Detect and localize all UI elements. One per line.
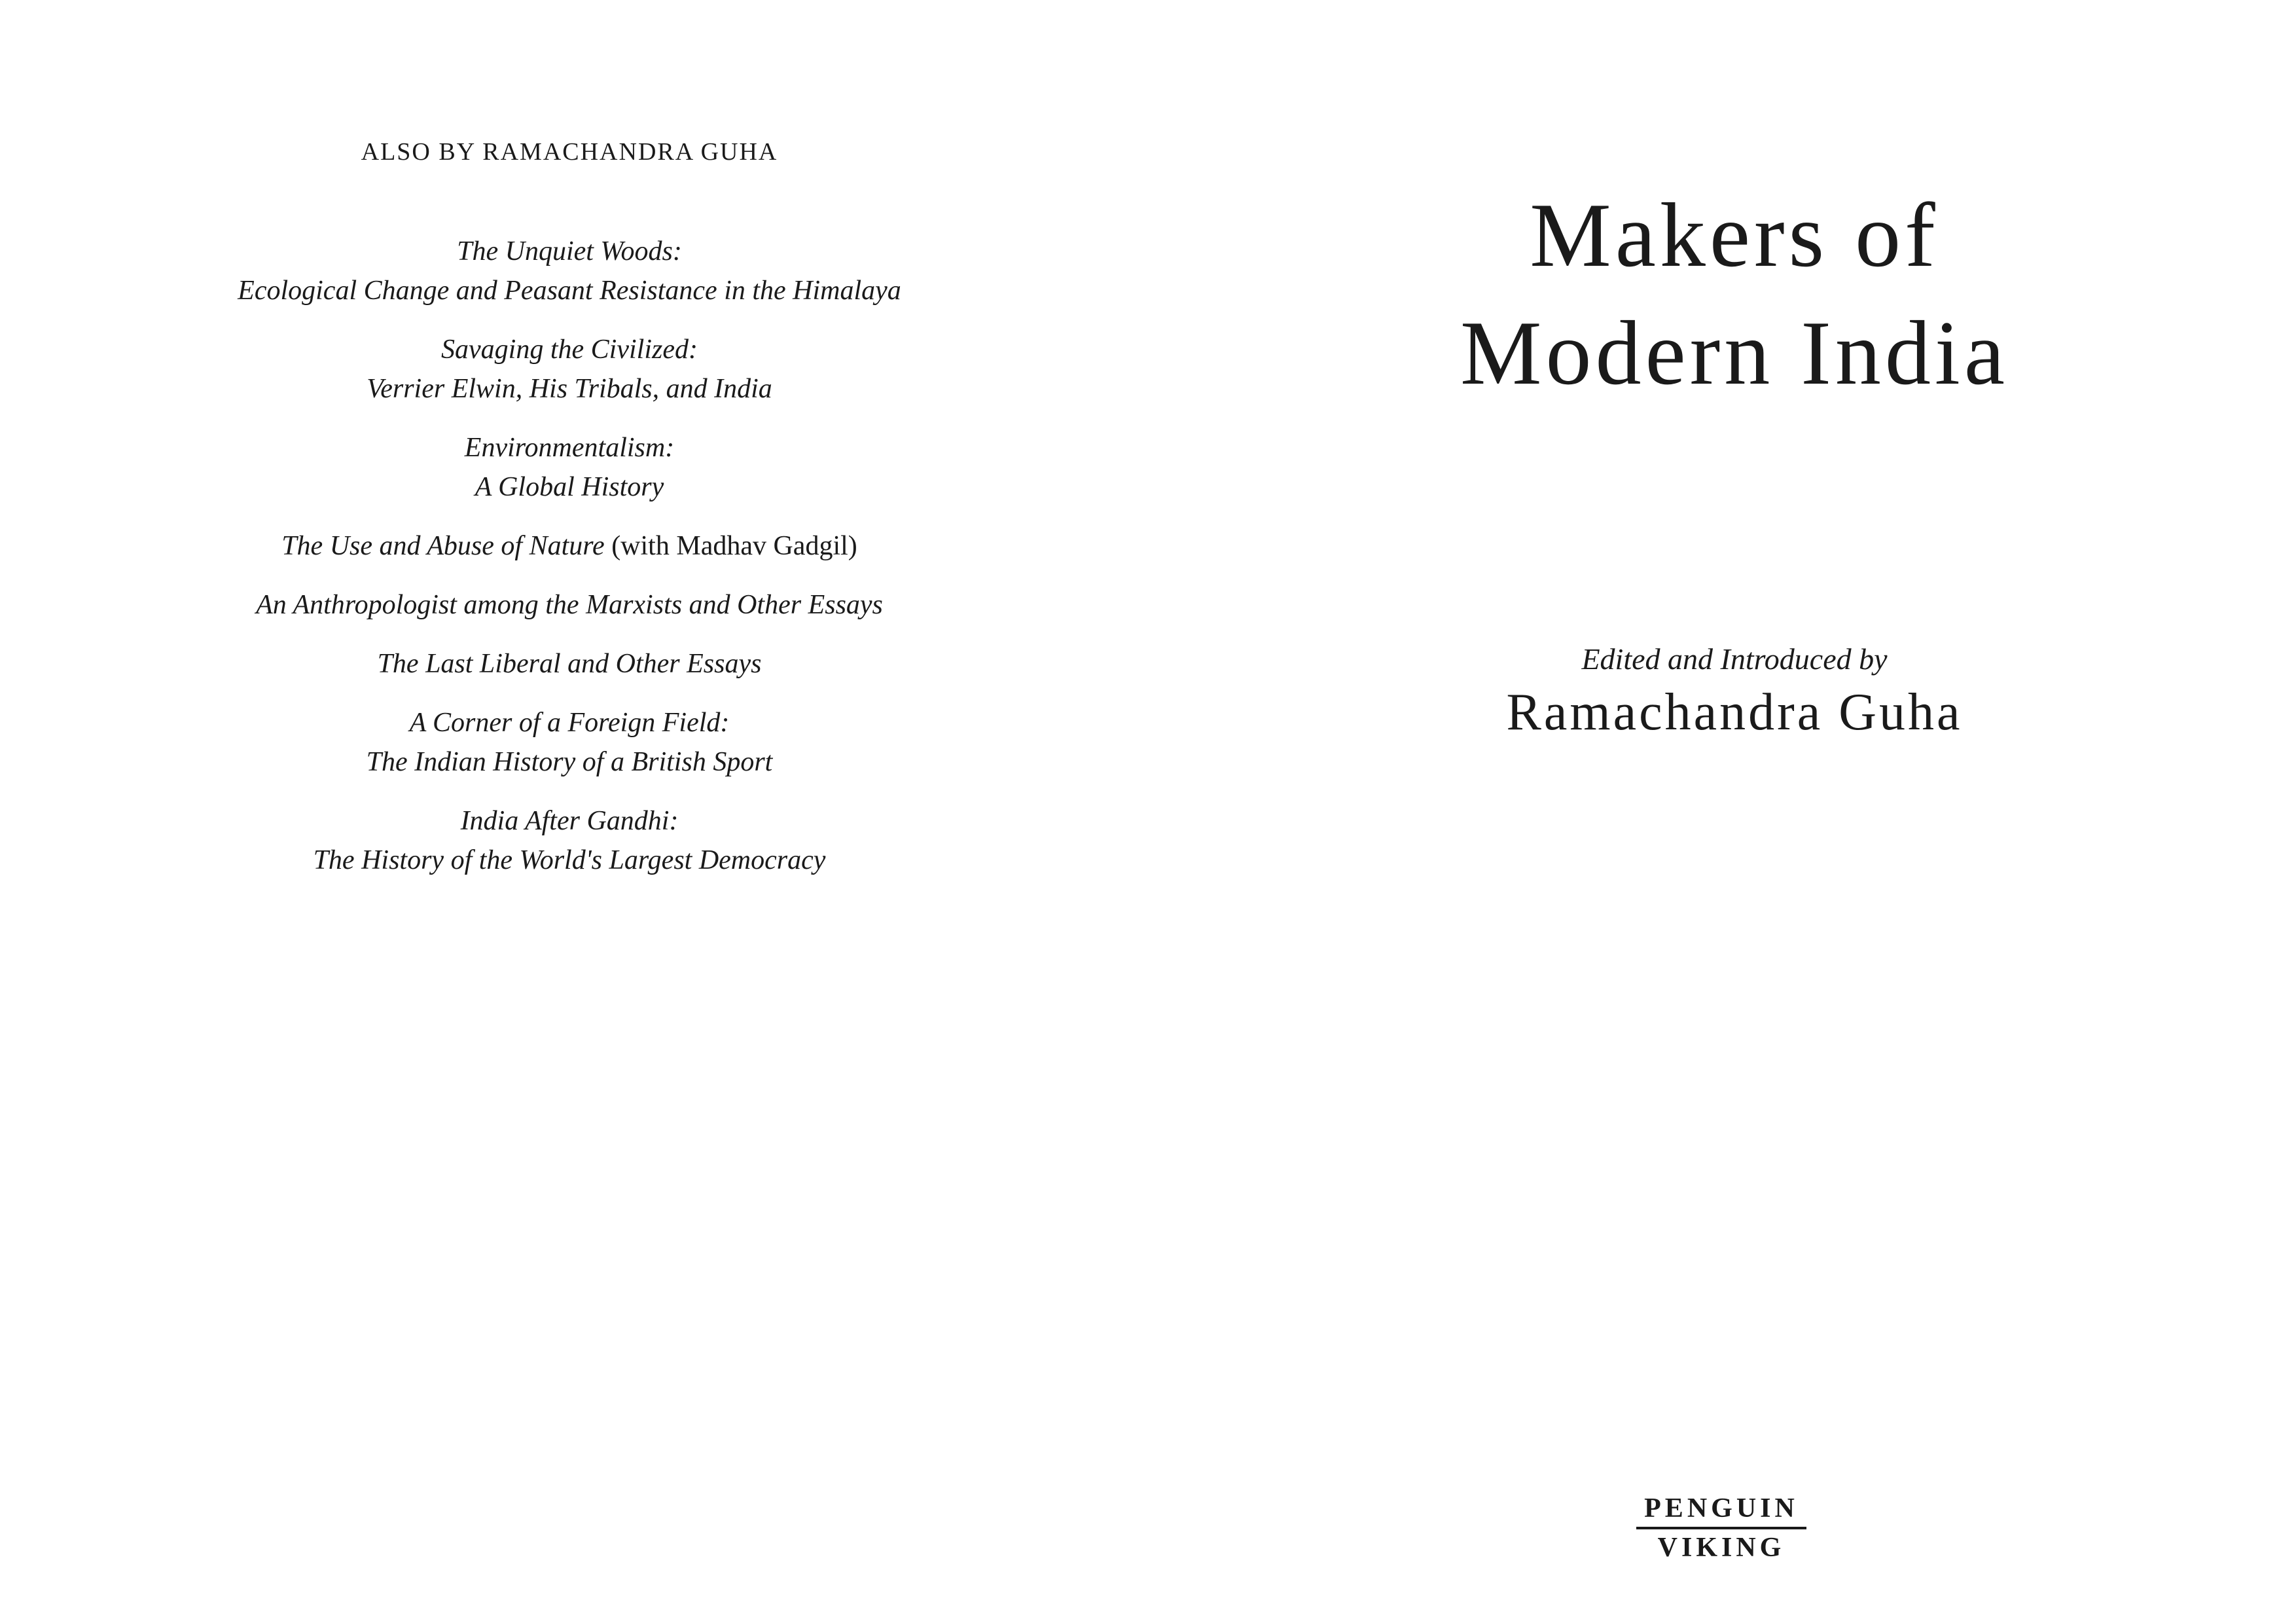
book-title: India After Gandhi: <box>460 806 679 836</box>
publisher-logo <box>1636 1493 1806 1563</box>
book-title: The Unquiet Woods: <box>457 236 682 266</box>
book-title-main <box>1342 177 2127 412</box>
book-title: The Use and Abuse of Nature <box>281 531 605 561</box>
book-item <box>164 232 975 310</box>
book-item <box>164 428 975 507</box>
book-item <box>164 644 975 684</box>
book-subtitle: Ecological Change and Peasant Resistance in the Himalaya <box>238 276 901 306</box>
book-item <box>164 585 975 625</box>
book-title: The Last Liberal and Other Essays <box>377 649 762 679</box>
book-subtitle: Verrier Elwin, His Tribals, and India <box>367 374 772 404</box>
right-page <box>1342 177 2127 742</box>
book-title: Environmentalism: <box>464 433 675 463</box>
book-coauthor-note: (with Madhav Gadgil) <box>611 531 857 561</box>
book-title: A Corner of a Foreign Field: <box>409 708 730 738</box>
book-title: An Anthropologist among the Marxists and Other Essays <box>256 590 883 620</box>
publisher-line-1: PENGUIN <box>1636 1493 1806 1529</box>
title-line-2: Modern India <box>1460 302 2009 404</box>
edited-by-label: Edited and Introduced by <box>1581 642 1888 676</box>
also-by-heading: ALSO BY RAMACHANDRA GUHA <box>361 138 778 166</box>
book-subtitle: The Indian History of a British Sport <box>366 747 773 777</box>
book-item <box>164 703 975 782</box>
book-item <box>164 526 975 566</box>
book-list <box>164 232 975 880</box>
book-item <box>164 801 975 880</box>
publisher-line-2: VIKING <box>1657 1533 1785 1563</box>
left-page <box>164 137 975 900</box>
book-subtitle: A Global History <box>475 472 664 502</box>
book-subtitle: The History of the World's Largest Democracy <box>313 845 826 875</box>
book-title-with-note <box>164 526 975 566</box>
book-title: Savaging the Civilized: <box>441 335 698 365</box>
title-line-1: Makers of <box>1530 185 1939 286</box>
editor-name: Ramachandra Guha <box>1506 684 1963 741</box>
book-item <box>164 330 975 409</box>
